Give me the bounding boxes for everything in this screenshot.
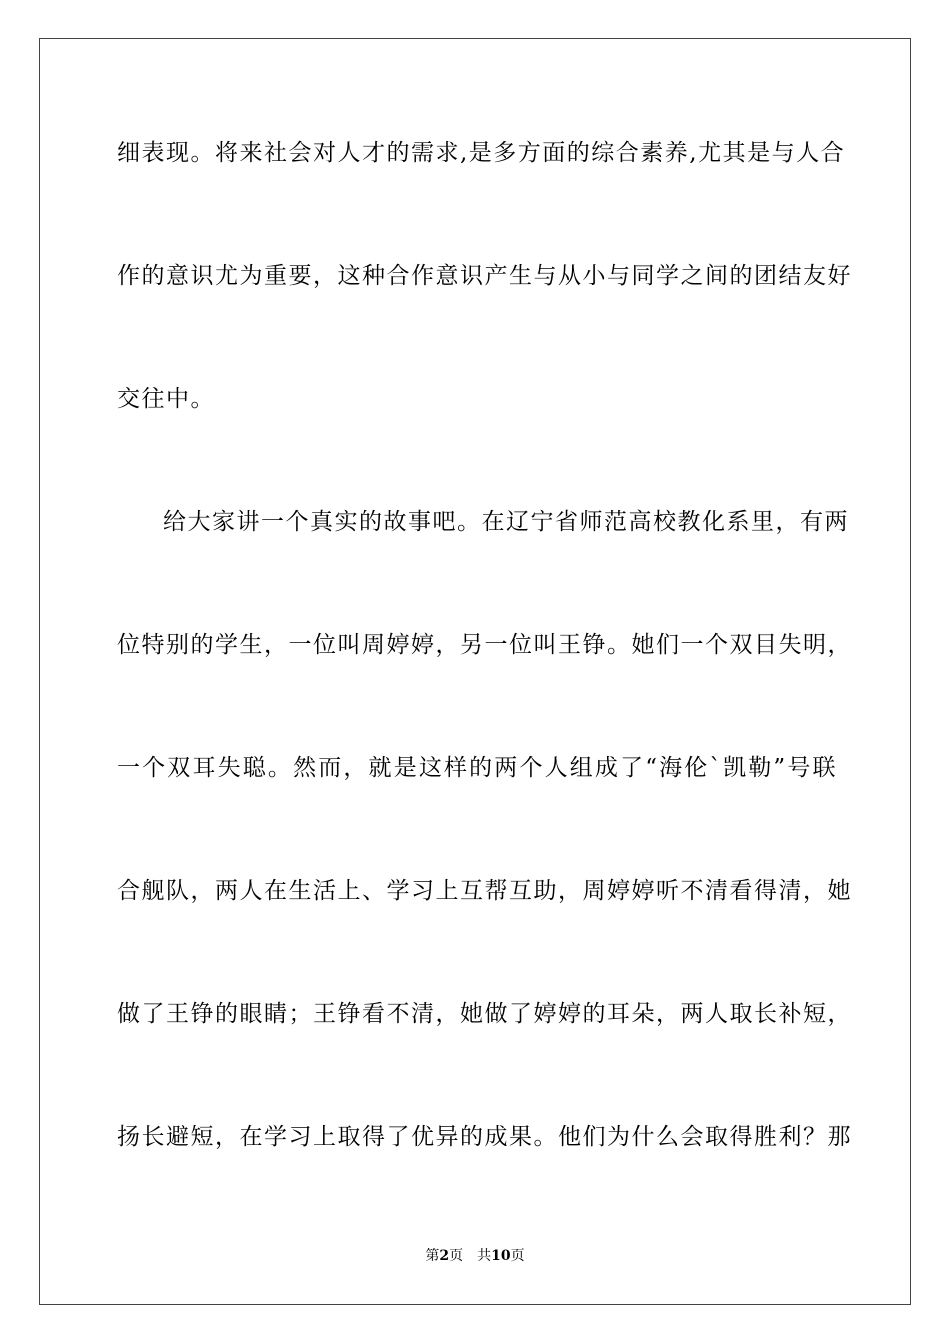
- paragraph-first-line: 给大家讲一个真实的故事吧。在辽宁省师范高校教化系里，有两: [163, 509, 849, 535]
- body-text-line: 一个双耳失聪。然而，就是这样的两个人组成了“海伦`凯勒”号联: [117, 755, 837, 781]
- body-text-line: 作的意识尤为重要，这种合作意识产生与从小与同学之间的团结友好: [117, 263, 852, 289]
- body-text-line: 合舰队，两人在生活上、学习上互帮互助，周婷婷听不清看得清，她: [117, 878, 852, 904]
- body-text-line: 细表现。将来社会对人才的需求,是多方面的综合素养,尤其是与人合: [117, 140, 846, 166]
- body-text-line: 扬长避短，在学习上取得了优异的成果。他们为什么会取得胜利？那: [117, 1124, 852, 1150]
- body-text-line: 位特别的学生，一位叫周婷婷，另一位叫王铮。她们一个双目失明，: [117, 632, 852, 658]
- body-text-line: 做了王铮的眼睛；王铮看不清，她做了婷婷的耳朵，两人取长补短，: [117, 1001, 852, 1027]
- page-number-label: 第2页: [425, 1248, 464, 1264]
- body-text-line: 交往中。: [117, 386, 215, 412]
- total-pages-label: 共10页: [477, 1248, 525, 1264]
- page-footer: [0, 1246, 950, 1266]
- page-border: [39, 38, 911, 1305]
